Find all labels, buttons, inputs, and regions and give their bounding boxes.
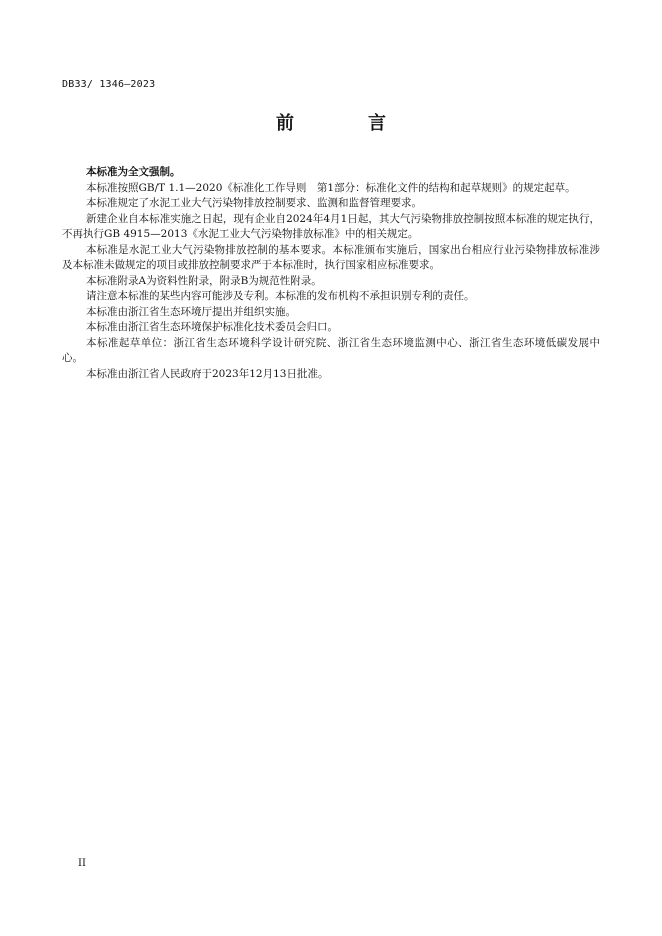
paragraph-drafting-rules: 本标准按照GB/T 1.1—2020《标准化工作导则 第1部分：标准化文件的结构和起草规则》的规定起草。 (86, 181, 576, 194)
paragraph-implementation: 新建企业自本标准实施之日起，现有企业自2024年4月1日起，其大气污染物排放控制按照本标准的规定执行，不再执行GB 4915—2013《水泥工业大气污染物排放标准》中的相关规定。 (62, 212, 600, 240)
paragraph-scope: 本标准规定了水泥工业大气污染物排放控制要求、监测和监督管理要求。 (86, 197, 422, 209)
page-title: 前 言 (276, 113, 414, 134)
foreword-body (62, 165, 600, 382)
paragraph-patent-notice: 请注意本标准的某些内容可能涉及专利。本标准的发布机构不承担识别专利的责任。 (86, 290, 475, 302)
standard-code: DB33/ 1346—2023 (62, 79, 156, 90)
paragraph-approval: 本标准由浙江省人民政府于2023年12月13日批准。 (86, 367, 329, 380)
paragraph-basic-requirements: 本标准是水泥工业大气污染物排放控制的基本要求。本标准颁布实施后，国家出台相应行业污染物排放标准涉及本标准未做规定的项目或排放控制要求严于本标准时，执行国家相应标准要求。 (62, 243, 600, 271)
paragraph-proposer: 本标准由浙江省生态环境厅提出并组织实施。 (86, 305, 296, 318)
paragraph-drafting-units: 本标准起草单位：浙江省生态环境科学设计研究院、浙江省生态环境监测中心、浙江省生态环境低碳发展中心。 (62, 336, 600, 364)
paragraph-mandatory-statement: 本标准为全文强制。 (86, 166, 181, 178)
paragraph-committee: 本标准由浙江省生态环境保护标准化技术委员会归口。 (86, 321, 338, 333)
page-number: II (78, 858, 86, 869)
paragraph-appendices: 本标准附录A为资料性附录，附录B为规范性附录。 (86, 274, 322, 287)
